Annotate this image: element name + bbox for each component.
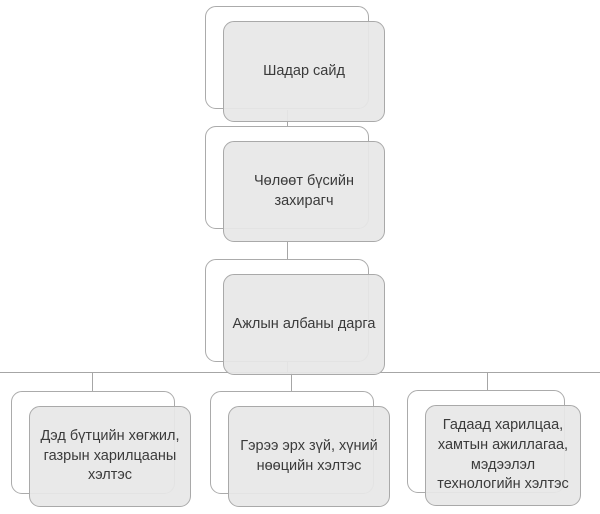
org-node-infrastructure-division [11,391,191,508]
connector-drop-right [487,372,488,391]
node-label: Шадар сайд [263,62,345,79]
node-label: Ажлын албаны дарга [232,315,376,332]
node-label: Чөлөөт бүсийн захирагч [254,172,354,209]
org-node-deputy-minister [205,6,385,123]
node-label: Дэд бүтцийн хөгжил, газрын харилцааны хэлтэс [40,428,180,484]
node-box[interactable] [223,21,385,122]
node-box[interactable] [223,141,385,242]
org-node-legal-hr-division [210,391,390,508]
node-label: Гэрээ эрх зүй, хүний нөөцийн хэлтэс [240,437,378,474]
connector-drop-left [92,372,93,392]
node-label: Гадаад харилцаа, хамтын ажиллагаа, мэдээлэл технологийн хэлтэс [437,417,569,493]
connector-n2-n3 [287,242,288,260]
node-box[interactable] [223,274,385,375]
connector-drop-middle [291,372,292,392]
org-node-foreign-relations-it-division [407,390,587,507]
org-node-free-zone-governor [205,126,385,243]
org-node-office-head [205,259,385,376]
node-box[interactable] [228,406,390,507]
node-box[interactable] [29,406,191,507]
node-box[interactable] [425,405,581,506]
